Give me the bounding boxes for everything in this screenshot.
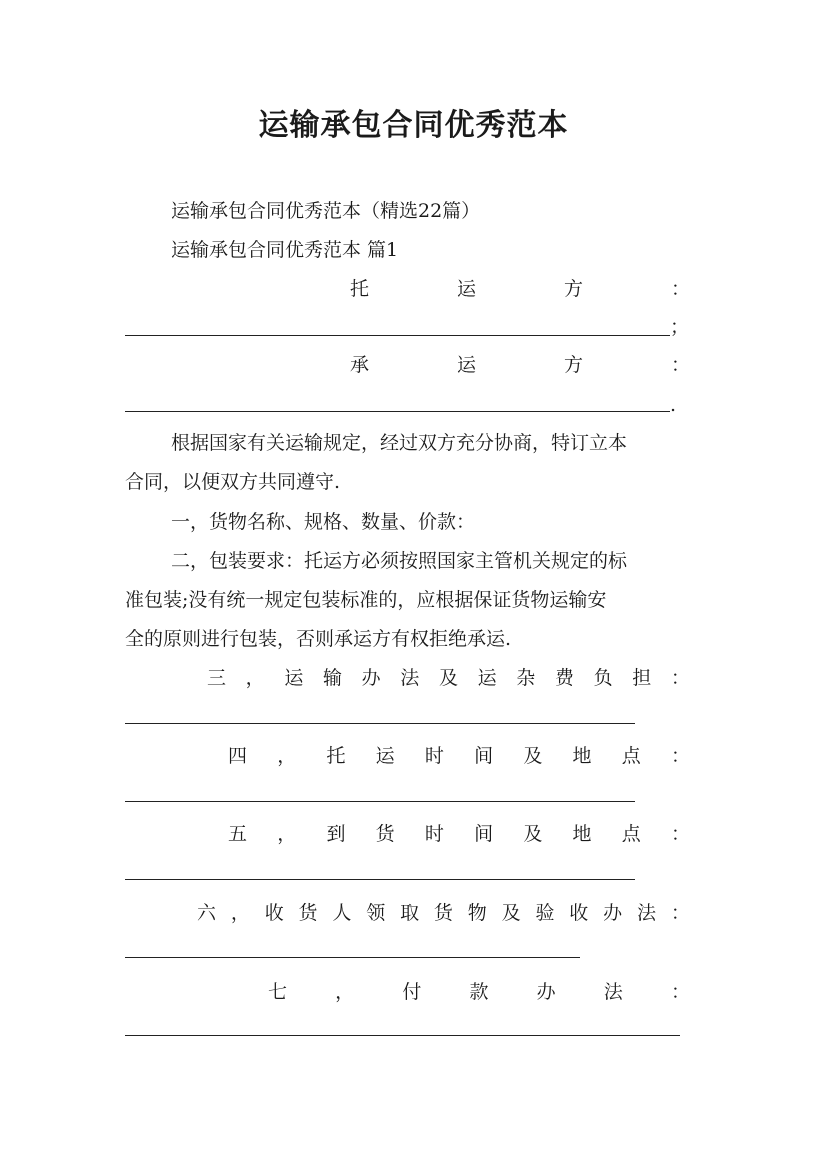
carrier-label: 承 运 方 ：	[350, 354, 690, 376]
item-6-label: 六 ， 收 货 人 领 取 货 物 及 验 收 办 法 ：	[197, 902, 690, 924]
document-subtitle: 运输承包合同优秀范本（精选22篇）	[171, 200, 481, 222]
item-5-label: 五 ， 到 货 时 间 及 地 点 ：	[228, 823, 690, 845]
section-title: 运输承包合同优秀范本 篇1	[171, 239, 399, 261]
item-4-blank	[125, 801, 635, 802]
item-1: 一，货物名称、规格、数量、价款：	[171, 511, 476, 533]
shipper-label: 托 运 方 ：	[350, 278, 690, 300]
shipper-blank	[125, 335, 670, 336]
item-6-blank	[125, 957, 580, 958]
shipper-end: ；	[670, 316, 690, 338]
carrier-end: .	[670, 394, 677, 416]
item-2-line2: 准包装;没有统一规定包装标准的，应根据保证货物运输安	[125, 589, 607, 611]
item-2-line3: 全的原则进行包装，否则承运方有权拒绝承运.	[125, 628, 512, 650]
document-title: 运输承包合同优秀范本	[258, 108, 569, 143]
item-5-blank	[125, 879, 635, 880]
item-4-label: 四 ， 托 运 时 间 及 地 点 ：	[228, 745, 690, 767]
item-3-blank	[125, 723, 635, 724]
carrier-blank	[125, 411, 670, 412]
item-3-label: 三 ， 运 输 办 法 及 运 杂 费 负 担 ：	[207, 667, 690, 689]
basis-paragraph-line2: 合同，以便双方共同遵守.	[125, 471, 341, 493]
basis-paragraph-line1: 根据国家有关运输规定，经过双方充分协商，特订立本	[171, 432, 628, 454]
item-7-label: 七 ， 付 款 办 法 ：	[268, 981, 690, 1003]
item-7-blank	[125, 1035, 680, 1036]
item-2-line1: 二，包装要求：托运方必须按照国家主管机关规定的标	[171, 550, 628, 572]
